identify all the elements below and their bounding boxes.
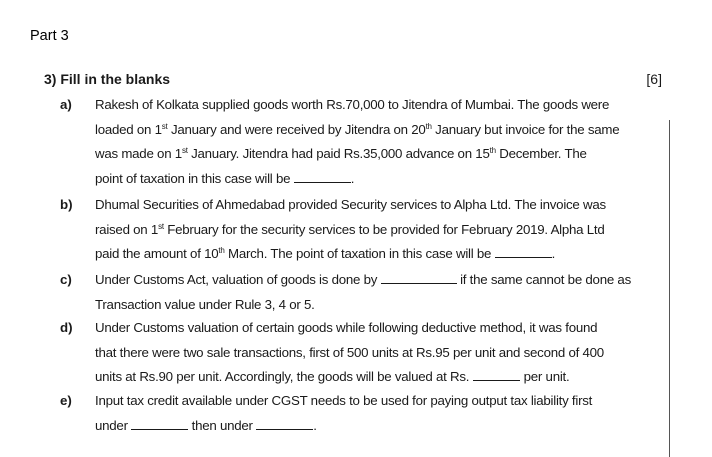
item-text-line: raised on 1st February for the security services to be provided for February 2019. Alpha Ltd: [95, 221, 605, 237]
item-text-line: Transaction value under Rule 3, 4 or 5.: [95, 296, 315, 312]
answer-blank: [256, 418, 313, 430]
item-text-line: Input tax credit available under CGST needs to be used for paying output tax liability first: [95, 393, 593, 408]
item-letter: a): [60, 97, 72, 112]
question-heading: [44, 71, 662, 87]
item-text-line: units at Rs.90 per unit. Accordingly, the goods will be valued at Rs. per unit.: [95, 369, 570, 384]
item-text-line: Dhumal Securities of Ahmedabad provided Security services to Alpha Ltd. The invoice was: [95, 197, 606, 212]
item-text-line: under then under .: [95, 417, 317, 433]
item-text-line: Rakesh of Kolkata supplied goods worth Rs.70,000 to Jitendra of Mumbai. The goods were: [95, 97, 610, 112]
answer-blank: [294, 171, 351, 183]
item-text-line: that there were two sale transactions, first of 500 units at Rs.95 per unit and second of 400: [95, 344, 604, 360]
part-label: Part 3: [30, 28, 69, 44]
answer-blank: [131, 418, 188, 430]
item-text-line: point of taxation in this case will be .: [95, 170, 355, 186]
item-letter: d): [60, 320, 73, 335]
item-text-line: Under Customs valuation of certain goods while following deductive method, it was found: [95, 320, 598, 335]
item-text-line: loaded on 1st January and were received by Jitendra on 20th January but invoice for the same: [95, 121, 620, 137]
item-text-line: paid the amount of 10th March. The point of taxation in this case will be .: [95, 246, 556, 261]
answer-blank: [473, 369, 521, 381]
item-letter: c): [60, 272, 72, 287]
item-letter: e): [60, 393, 72, 408]
question-marks: [6]: [646, 71, 662, 87]
item-text-line: was made on 1st January. Jitendra had paid Rs.35,000 advance on 15th December. The: [95, 146, 587, 161]
item-text-line: Under Customs Act, valuation of goods is done by if the same cannot be done as: [95, 272, 631, 287]
answer-blank: [381, 272, 457, 284]
page-edge-line: [669, 120, 670, 457]
answer-blank: [495, 246, 552, 258]
item-letter: b): [60, 197, 73, 212]
question-title: 3) Fill in the blanks: [44, 71, 171, 87]
